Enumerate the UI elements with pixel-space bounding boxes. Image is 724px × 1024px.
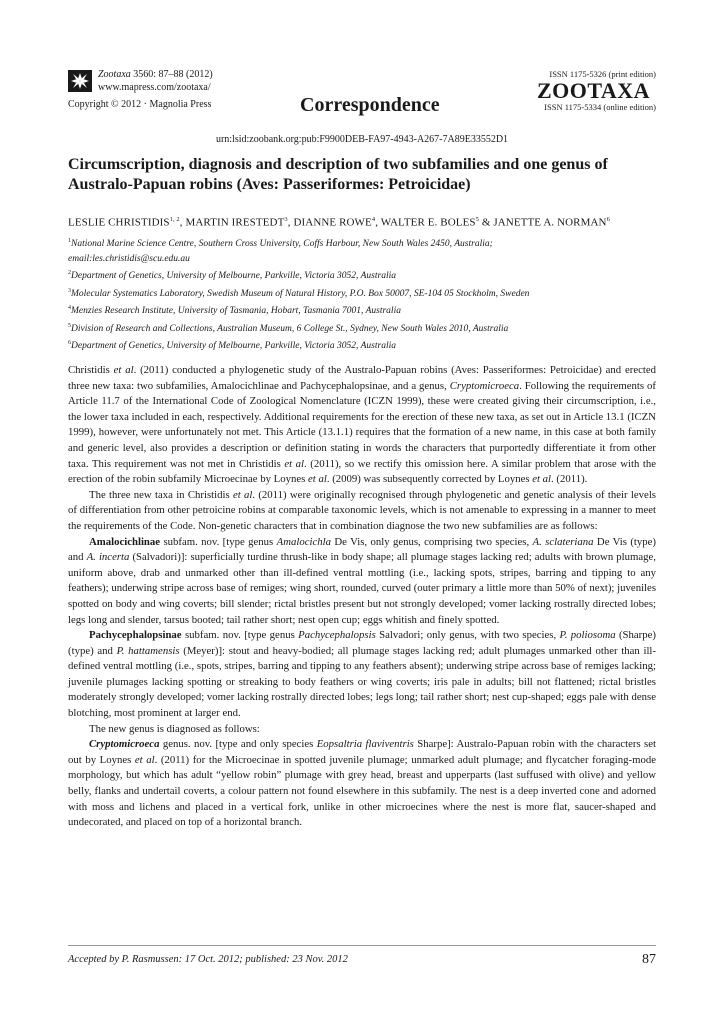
author-affil-ref: 3 xyxy=(284,216,288,223)
author-list: LESLIE CHRISTIDIS$^{1, 2}$, MARTIN IRESTEDT$^3$, DIANNE ROWE$^4$, WALTER E. BOLES$^5$ & JANETTE A. NORMAN$^6$ xyxy=(68,216,610,229)
affiliation-text: Molecular Systematics Laboratory, Swedish Museum of Natural History, P.O. Box 50007, SE-104 05 Stockholm, Sweden xyxy=(71,288,530,299)
text-run: (Meyer)]: stout and heavy-bodied; all plumage stages lacking red; adult plumages unmarked other than ill-defined ventral mottling (i.e., spots, stripes, barring and tipping to any feathers absent); underwing stripe across base of remiges lacking; juvenile plumages lacking spotting or streaking to body feathers or wing coverts; iris pale in adults; bill not flattened; rictal bristles moderately strongly developed; vomer lacking rostrally directed lobes; legs long; tail rather short; nest cup-shaped; eggs pale with dense blotching, most prominent at larger end. xyxy=(68,644,656,720)
affiliation-line xyxy=(68,336,668,354)
text-run: Salvadori; only genus, with two species, xyxy=(375,629,560,642)
article-title xyxy=(68,155,658,195)
affiliation-text: Division of Research and Collections, Australian Museum, 6 College St., Sydney, New South Wales 2010, Australia xyxy=(71,323,509,334)
affiliation-line xyxy=(68,301,668,319)
italic-text: Eopsaltria flaviventris xyxy=(316,738,414,751)
italic-text: et al xyxy=(232,488,253,501)
italic-text: A. incerta xyxy=(86,551,130,564)
body-paragraph xyxy=(68,737,656,831)
text-run: Sharpe]: Australo-Papuan robin with the characters set out by Loynes xyxy=(68,738,656,766)
italic-text: A. sclateriana xyxy=(532,535,594,548)
affiliations xyxy=(68,234,668,354)
affiliation-text: Department of Genetics, University of Melbourne, Parkville, Victoria 3052, Australia xyxy=(71,341,396,352)
italic-text: Pachycephalopsis xyxy=(298,629,376,642)
italic-text: et al xyxy=(284,457,305,470)
author-affil-ref: 6 xyxy=(606,216,610,223)
issn-online: ISSN 1175-5334 (online edition) xyxy=(544,102,656,112)
text-run: De Vis, only genus, comprising two species, xyxy=(330,535,533,548)
italic-text: et al xyxy=(308,473,327,486)
text-run: (Sharpe) (type) and xyxy=(68,629,656,657)
author-name: DIANNE ROWE xyxy=(293,216,372,229)
author-name: WALTER E. BOLES xyxy=(380,216,476,229)
text-run: . (2011). xyxy=(551,473,588,486)
text-run: genus. nov. [type and only species xyxy=(159,738,317,751)
author-affil-ref: 1, 2 xyxy=(169,216,180,223)
italic-text: P. poliosoma xyxy=(559,629,616,642)
journal-url[interactable]: www.mapress.com/zootaxa/ xyxy=(98,81,211,93)
affiliation-text: National Marine Science Centre, Southern Cross University, Coffs Harbour, New South Wales 2450, Australia; xyxy=(71,239,493,250)
text-run: . Following the requirements of Article 11.7 of the International Code of Zoological Nomenclature (ICZN 1999), these were created giving their circumscription, i.e., the lower taxa included in each, respectively. Additional requirements for the erection of these new taxa, as set out in Article 13.1 (ICZN 1999), however, were unfortunately not met. This Article (13.1.1) requires that the formation of a new name, in this case at both family and generic level, also provides a description or definition stating in words the characters that purportedly differentiate it from other taxa. This requirement was not met in Christidis xyxy=(68,379,656,470)
affiliation-number: 3 xyxy=(68,287,71,294)
italic-text: P. hattamensis xyxy=(116,644,180,657)
author-name: MARTIN IRESTEDT xyxy=(185,216,285,229)
journal-name: Zootaxa xyxy=(98,69,131,80)
affiliation-line xyxy=(68,266,668,284)
taxon-name-new: Amalocichlinae xyxy=(89,535,161,548)
body-paragraph xyxy=(68,363,656,488)
affiliation-number: 1 xyxy=(68,238,71,244)
journal-citation xyxy=(98,69,213,82)
affiliation-line xyxy=(68,319,668,337)
page-number: 87 xyxy=(642,952,656,967)
journal-info xyxy=(98,69,213,94)
affiliation-number: 5 xyxy=(68,322,71,329)
author-affil-ref: 4 xyxy=(371,216,376,223)
affiliation-line xyxy=(68,234,668,252)
body-paragraph xyxy=(68,628,656,722)
author-affil-ref: 5 xyxy=(475,216,479,223)
affiliation-number: 2 xyxy=(68,269,71,276)
affiliation-text: Department of Genetics, University of Melbourne, Parkville, Victoria 3052, Australia xyxy=(71,271,396,282)
zootaxa-logo-icon xyxy=(68,70,92,92)
affiliation-line xyxy=(68,284,668,302)
affiliation-text: email:les.christidis@scu.edu.au xyxy=(68,253,190,264)
text-run: . (2011), so we rectify this omission here. A similar problem that arose with the erection of the robin subfamily Microecinae by Loynes xyxy=(68,457,656,486)
text-run: . (2011) for the Microecinae in spotted juvenile plumage; unmarked adult plumage; and flycatcher foraging-mode morphology, but which has adult “yellow robin” plumage with grey head, breast and upperparts (last suffused with olive) and yellow belly, flanks and undertail coverts, a colour pattern not found elsewhere in this subfamily. The nest is a deep inverted cone and adorned with moss and lichens and placed in a vertical fork, unlike in other microecines where the nest is more flat, saucer-shaped and undecorated, and placed on top of a horizontal branch. xyxy=(68,753,656,829)
author-name: LESLIE CHRISTIDIS xyxy=(68,216,170,229)
article-body xyxy=(68,363,656,831)
text-run: . (2009) was subsequently corrected by Loynes xyxy=(326,473,533,486)
accepted-note: Accepted by P. Rasmussen: 17 Oct. 2012; published: 23 Nov. 2012 xyxy=(68,954,348,965)
title-line: Australo-Papuan robins (Aves: Passeriformes: Petroicidae) xyxy=(68,176,471,193)
taxon-name-new: Pachycephalopsinae xyxy=(89,629,182,642)
zootaxa-wordmark: ZOOTAXA xyxy=(536,78,651,103)
text-run: . (2011) were originally recognised through phylogenetic and genetic analysis of their levels of differentiation from other petroicine robins at comparable taxonomic levels, which is not amenable to expressing in a manner to meet the requirements of the Code. Non-genetic characters that in combination diagnose the two new subfamilies are as follows: xyxy=(68,488,656,532)
zoobank-urn: urn:lsid:zoobank.org:pub:F9900DEB-FA97-4943-A267-7A89E33552D1 xyxy=(215,134,509,145)
author-name: JANETTE A. NORMAN xyxy=(493,216,607,229)
text-run: De Vis (type) and xyxy=(68,535,657,564)
footer-divider xyxy=(68,945,656,946)
body-paragraph xyxy=(68,488,656,535)
text-run: subfam. nov. [type genus xyxy=(160,535,277,548)
italic-text: et al xyxy=(532,473,552,486)
body-paragraph xyxy=(68,722,656,738)
copyright: Copyright © 2012 · Magnolia Press xyxy=(68,99,212,110)
text-run: The three new taxa in Christidis xyxy=(89,488,233,501)
text-run: Christidis xyxy=(68,364,114,376)
text-run: The new genus is diagnosed as follows: xyxy=(89,722,260,735)
italic-text: et al xyxy=(134,753,155,766)
section-heading: Correspondence xyxy=(300,94,440,116)
text-run: (Salvadori)]: superficially turdine thrush-like in body shape; all plumage stages lacking red; adults with brown plumage, uniform above, drab and unmarked other than ill-defined ventral mottling (i.e., lacking spots, stripes, barring and tipping to any feathers); underwing stripe across base of remiges; wing short, rounded, curved (outer primary a little more than 50% of next); juveniles spotted on body and wing coverts; bill slender; rictal bristles present but not strongly developed; vomer lacking rostrally directed lobes; legs long and slender, tarsus booted; tail rather short; nest open cup; eggs whitish and finely spotted. xyxy=(68,551,656,626)
taxon-name-new: Cryptomicroeca xyxy=(89,738,160,751)
affiliation-number: 6 xyxy=(68,340,71,347)
journal-ref: 3560: 87–88 (2012) xyxy=(133,69,213,80)
affiliation-number: 4 xyxy=(68,305,71,312)
italic-text: Cryptomicroeca xyxy=(449,379,520,392)
issn-print: ISSN 1175-5326 (print edition) xyxy=(549,69,656,79)
affiliation-line xyxy=(68,252,668,266)
text-run: subfam. nov. [type genus xyxy=(181,629,299,642)
italic-text: et al xyxy=(113,364,134,376)
affiliation-text: Menzies Research Institute, University of Tasmania, Hobart, Tasmania 7001, Australia xyxy=(71,306,401,317)
italic-text: Amalocichla xyxy=(276,535,331,548)
text-run: . (2011) conducted a phylogenetic study of the Australo-Papuan robins (Aves: Passeriformes: Petroicidae) and erected three new taxa: two subfamilies, Amalocichlinae and Pachycephalopsinae, and a genus, xyxy=(68,364,656,392)
body-paragraph xyxy=(68,535,656,629)
title-line: Circumscription, diagnosis and description of two subfamilies and one genus of xyxy=(68,156,608,173)
